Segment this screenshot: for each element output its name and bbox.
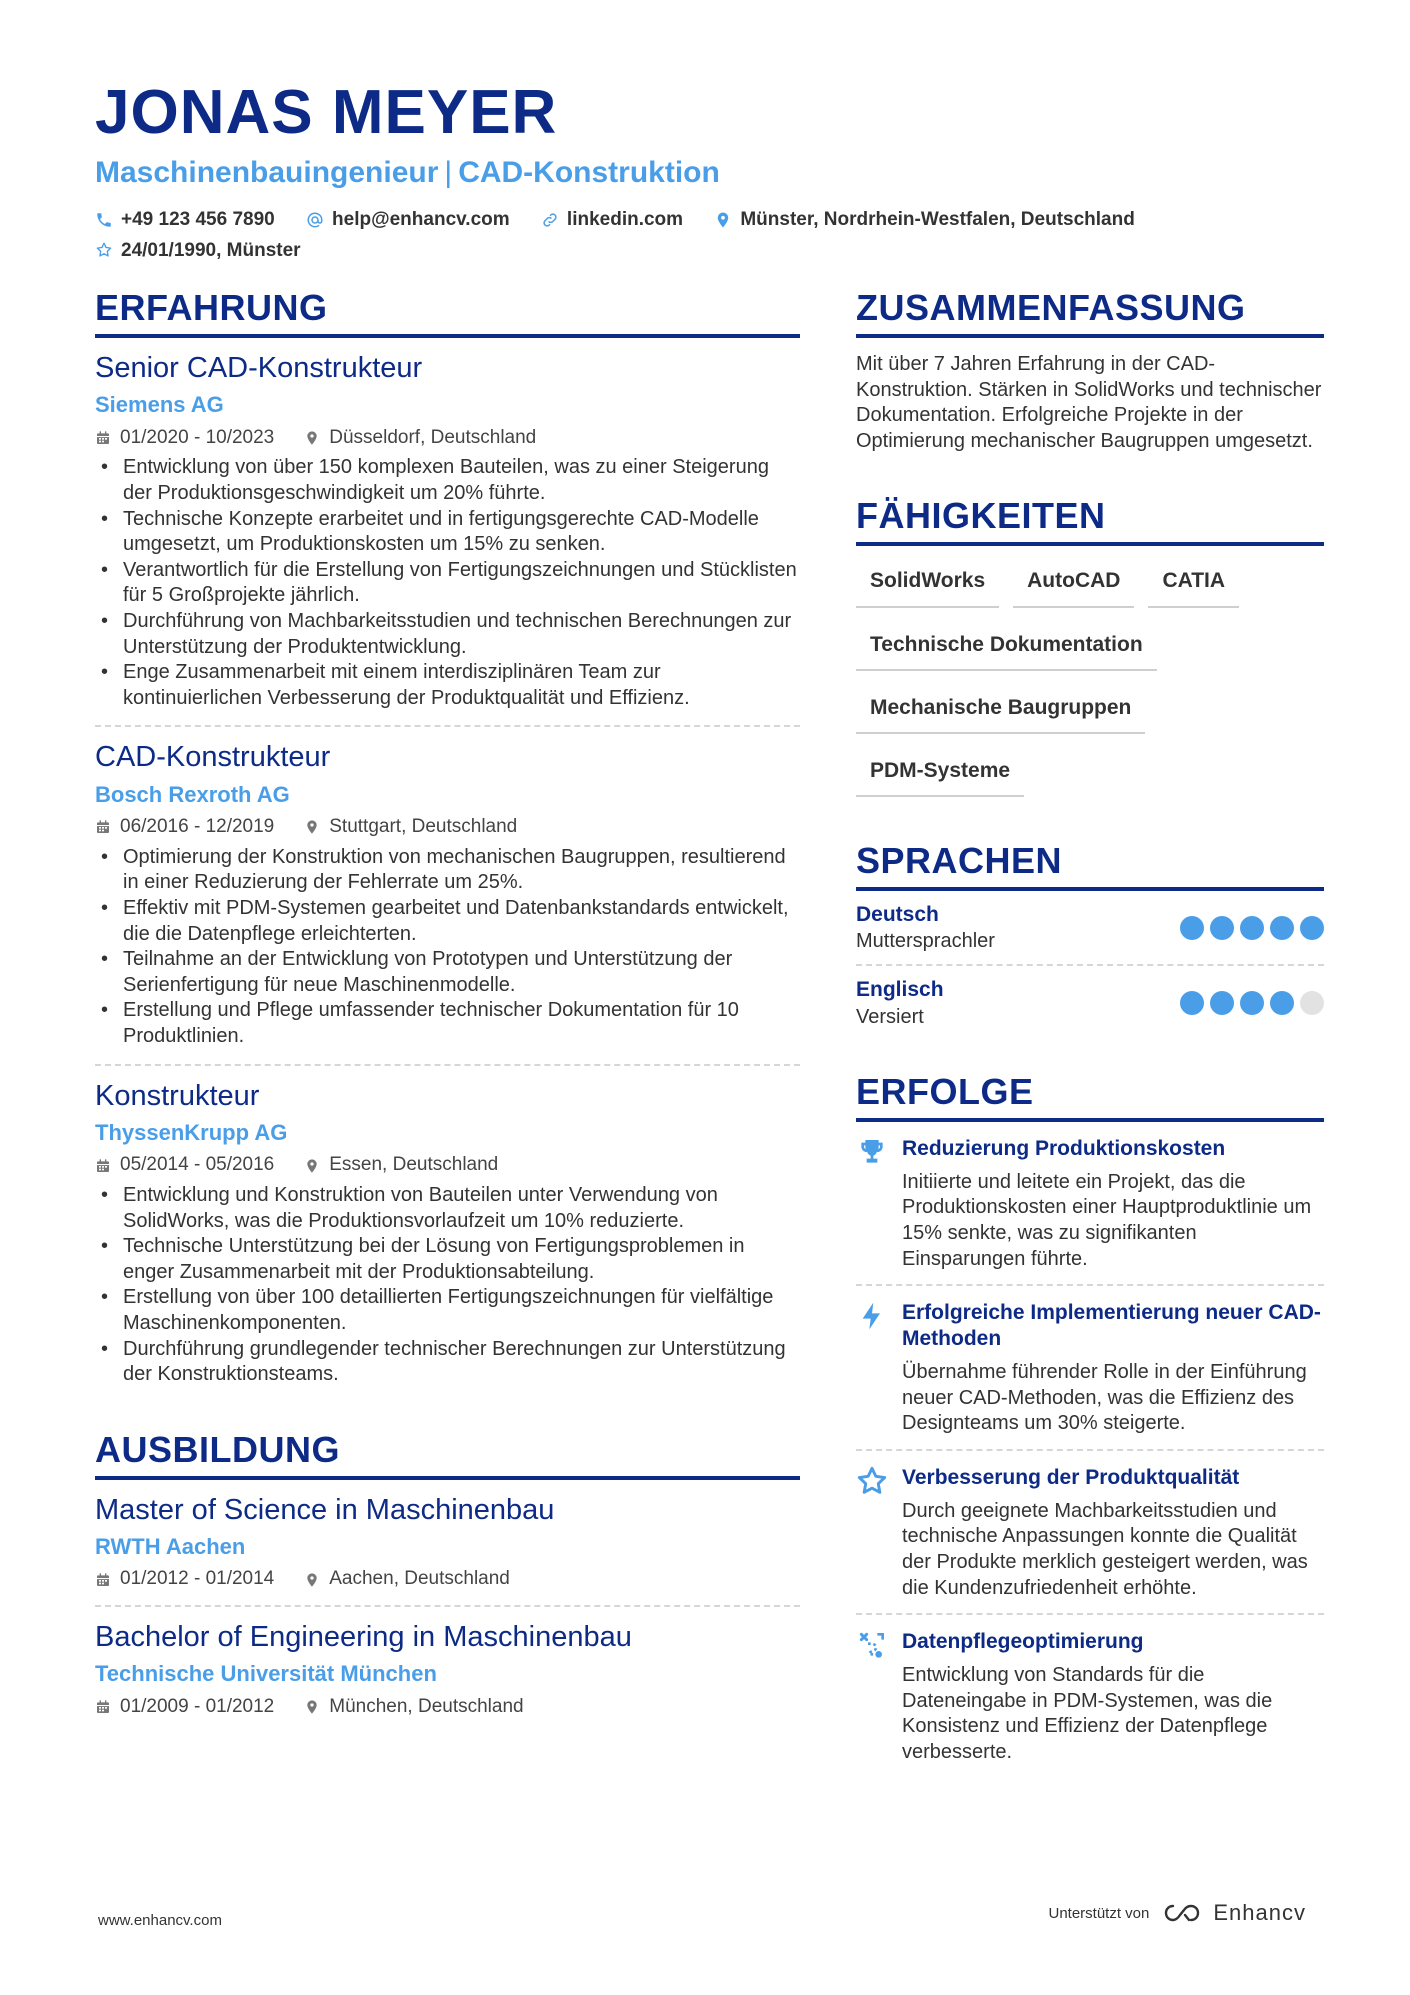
job-location-text: Essen, Deutschland — [329, 1154, 499, 1176]
achievement-title: Verbesserung der Produktqualität — [902, 1465, 1240, 1489]
language-level: Muttersprachler — [856, 930, 995, 953]
star-icon — [856, 1465, 902, 1601]
edu-location — [304, 1696, 523, 1719]
rating-dot-filled — [1180, 916, 1204, 940]
rating-dot-empty — [1300, 991, 1324, 1015]
footer-branding — [1048, 1900, 1306, 1926]
job-bullet: • Erstellung von über 100 detaillierten Fertigungszeichnungen für vielfältige Maschinenkomponenten. — [95, 1285, 800, 1336]
job-role: CAD-Konstrukteur — [95, 741, 331, 774]
achievement-desc: Durch geeignete Machbarkeitsstudien und technische Anpassungen konnte die Qualität der Produkte merklich gesteigert werden, was die Kundenzufriedenheit erhöhte. — [902, 1499, 1308, 1599]
location-pin-icon — [304, 1158, 320, 1174]
education-section-title: AUSBILDUNG — [95, 1432, 800, 1480]
trophy-icon — [856, 1136, 902, 1272]
headline-separator: | — [444, 156, 453, 189]
edu-school: RWTH Aachen — [95, 1534, 246, 1559]
job-bullet: • Effektiv mit PDM-Systemen gearbeitet und Datenbankstandards entwickelt, die die Datenpflege erleichterten. — [95, 896, 800, 947]
job-meta — [95, 1154, 800, 1177]
contact-linkedin[interactable] — [541, 206, 683, 233]
summary-text: Mit über 7 Jahren Erfahrung in der CAD-Konstruktion. Stärken in SolidWorks und technischer Dokumentation. Erfolgreiche Projekte in der Optimierung mechanischer Baugruppen umgesetzt. — [856, 353, 1322, 452]
location-pin-icon — [304, 1699, 320, 1715]
achievements-list — [856, 1122, 1324, 1778]
lightning-icon — [856, 1300, 902, 1437]
achievement-item — [856, 1451, 1324, 1615]
experience-section-title: ERFAHRUNG — [95, 290, 800, 338]
enhancv-logo-icon — [1161, 1900, 1207, 1926]
achievement-desc: Initiierte und leitete ein Projekt, das die Produktionskosten einer Hauptproduktlinie um 15% senkte, was zu signifikanten Einsparungen führte. — [902, 1170, 1312, 1270]
skill-tag: Technische Dokumentation — [856, 622, 1157, 671]
education-item — [95, 1607, 800, 1732]
job-bullets — [95, 845, 800, 1050]
experience-item — [95, 338, 800, 727]
job-dates — [95, 816, 274, 839]
edu-location-text: München, Deutschland — [329, 1695, 524, 1717]
contact-info — [95, 206, 1335, 267]
skill-tag: AutoCAD — [1013, 558, 1134, 607]
job-location — [304, 816, 517, 839]
job-bullet: • Optimierung der Konstruktion von mechanischen Baugruppen, resultierend in einer Reduzierung der Fehlerrate um 25%. — [95, 845, 800, 896]
edu-location-text: Aachen, Deutschland — [329, 1568, 510, 1590]
rating-dot-filled — [1270, 916, 1294, 940]
skills-section-title: FÄHIGKEITEN — [856, 498, 1324, 546]
skill-tag: PDM-Systeme — [856, 748, 1024, 797]
location-pin-icon — [304, 819, 320, 835]
skill-tag: SolidWorks — [856, 558, 999, 607]
achievements-section-title: ERFOLGE — [856, 1074, 1324, 1122]
job-bullets — [95, 455, 800, 711]
achievement-desc: Entwicklung von Standards für die Dateneingabe in PDM-Systemen, was die Konsistenz und Effizienz der Datenpflege verbesserte. — [902, 1664, 1273, 1764]
job-bullet: • Durchführung von Machbarkeitsstudien und technischen Berechnungen zur Unterstützung der Produktentwicklung. — [95, 609, 800, 660]
language-level: Versiert — [856, 1005, 924, 1028]
language-item — [856, 891, 1324, 966]
skills-list — [856, 558, 1324, 811]
location-text: Münster, Nordrhein-Westfalen, Deutschland — [740, 209, 1135, 230]
right-column — [856, 287, 1324, 1778]
job-dates-text: 01/2020 - 10/2023 — [120, 426, 275, 448]
footer-website[interactable]: www.enhancv.com — [98, 1912, 222, 1929]
contact-birth — [95, 237, 301, 264]
achievement-title: Reduzierung Produktionskosten — [902, 1136, 1226, 1160]
phone-text: +49 123 456 7890 — [121, 209, 275, 230]
job-company: Bosch Rexroth AG — [95, 781, 290, 807]
job-bullets — [95, 1183, 800, 1388]
candidate-name: JONAS MEYER — [95, 78, 558, 147]
rating-dot-filled — [1240, 991, 1264, 1015]
language-rating — [1174, 916, 1324, 940]
link-icon — [541, 211, 559, 229]
star-outline-icon — [95, 241, 113, 259]
summary-section-title: ZUSAMMENFASSUNG — [856, 290, 1324, 338]
job-location-text: Düsseldorf, Deutschland — [329, 426, 537, 448]
achievement-desc: Übernahme führender Rolle in der Einführung neuer CAD-Methoden, was die Effizienz des Designteams um 30% steigerte. — [902, 1361, 1307, 1435]
contact-phone[interactable] — [95, 206, 275, 233]
skill-tag: CATIA — [1148, 558, 1239, 607]
job-dates-text: 05/2014 - 05/2016 — [120, 1154, 275, 1176]
job-company: Siemens AG — [95, 392, 224, 418]
achievement-title: Datenpflegeoptimierung — [902, 1630, 1144, 1654]
phone-icon — [95, 211, 113, 229]
edu-meta — [95, 1696, 800, 1719]
experience-item — [95, 1066, 800, 1402]
contact-email[interactable] — [306, 206, 510, 233]
calendar-icon — [95, 1158, 111, 1174]
edu-meta — [95, 1568, 800, 1591]
candidate-headline — [95, 156, 720, 189]
achievement-title: Erfolgreiche Implementierung neuer CAD-Methoden — [902, 1301, 1321, 1351]
edu-dates — [95, 1568, 274, 1591]
job-role: Senior CAD-Konstrukteur — [95, 352, 423, 384]
email-text: help@enhancv.com — [332, 209, 510, 230]
linkedin-text: linkedin.com — [566, 209, 684, 230]
footer-brand: Enhancv — [1213, 1900, 1306, 1925]
achievement-item — [856, 1286, 1324, 1451]
job-dates — [95, 1154, 274, 1177]
location-pin-icon — [304, 430, 320, 446]
rating-dot-filled — [1300, 916, 1324, 940]
calendar-icon — [95, 430, 111, 446]
left-column — [95, 287, 800, 1733]
edu-dates-text: 01/2012 - 01/2014 — [120, 1568, 275, 1590]
job-bullet: • Technische Konzepte erarbeitet und in fertigungsgerechte CAD-Modelle umgesetzt, um Produktionskosten um 15% zu senken. — [95, 507, 800, 558]
calendar-icon — [95, 819, 111, 835]
language-item — [856, 966, 1324, 1039]
job-location — [304, 427, 536, 450]
location-pin-icon — [304, 1572, 320, 1588]
rating-dot-filled — [1210, 991, 1234, 1015]
job-dates — [95, 427, 274, 450]
job-meta — [95, 427, 800, 450]
job-bullet: • Entwicklung von über 150 komplexen Bauteilen, was zu einer Steigerung der Produktionsgeschwindigkeit um 20% führte. — [95, 455, 800, 506]
job-role: Konstrukteur — [95, 1079, 260, 1112]
edu-degree: Bachelor of Engineering in Maschinenbau — [95, 1621, 632, 1654]
location-pin-icon — [714, 211, 732, 229]
languages-list — [856, 891, 1324, 1040]
edu-degree: Master of Science in Maschinenbau — [95, 1493, 555, 1526]
calendar-icon — [95, 1699, 111, 1715]
job-bullet: • Teilnahme an der Entwicklung von Prototypen und Unterstützung der Serienfertigung für neue Maschinenmodelle. — [95, 947, 800, 998]
edu-dates-text: 01/2009 - 01/2012 — [120, 1695, 275, 1717]
job-location — [304, 1154, 498, 1177]
languages-section-title: SPRACHEN — [856, 843, 1324, 891]
contact-location — [714, 206, 1134, 233]
language-rating — [1174, 991, 1324, 1015]
headline-part-2: CAD-Konstruktion — [458, 156, 720, 189]
experience-list — [95, 338, 800, 1402]
edu-school: Technische Universität München — [95, 1661, 437, 1687]
edu-dates — [95, 1696, 274, 1719]
edu-location — [304, 1568, 510, 1591]
route-icon — [856, 1629, 902, 1765]
rating-dot-filled — [1180, 991, 1204, 1015]
skill-tag: Mechanische Baugruppen — [856, 685, 1145, 734]
footer-powered-text: Unterstützt von — [1048, 1904, 1150, 1922]
language-name: Englisch — [856, 978, 944, 1002]
education-list — [95, 1480, 800, 1733]
achievement-item — [856, 1122, 1324, 1286]
job-bullet: • Verantwortlich für die Erstellung von Fertigungszeichnungen und Stücklisten für 5 Großprojekte jährlich. — [95, 558, 800, 609]
experience-item — [95, 727, 800, 1065]
job-bullet: • Erstellung und Pflege umfassender technischer Dokumentation für 10 Produktlinien. — [95, 998, 800, 1049]
job-bullet: • Technische Unterstützung bei der Lösung von Fertigungsproblemen in enger Zusammenarbeit mit der Produktionsabteilung. — [95, 1234, 800, 1285]
rating-dot-filled — [1210, 916, 1234, 940]
headline-part-1: Maschinenbauingenieur — [95, 156, 439, 189]
rating-dot-filled — [1240, 916, 1264, 940]
education-item — [95, 1480, 800, 1607]
rating-dot-filled — [1270, 991, 1294, 1015]
language-name: Deutsch — [856, 903, 939, 927]
job-bullet: • Durchführung grundlegender technischer Berechnungen zur Unterstützung der Konstruktionsteams. — [95, 1337, 800, 1388]
job-bullet: • Entwicklung und Konstruktion von Bauteilen unter Verwendung von SolidWorks, was die Produktionsvorlaufzeit um 10% reduzierte. — [95, 1183, 800, 1234]
achievement-item — [856, 1615, 1324, 1777]
job-location-text: Stuttgart, Deutschland — [329, 816, 518, 838]
job-bullet: • Enge Zusammenarbeit mit einem interdisziplinären Team zur kontinuierlichen Verbesserung der Produktqualität und Effizienz. — [95, 660, 800, 711]
job-company: ThyssenKrupp AG — [95, 1119, 288, 1145]
job-dates-text: 06/2016 - 12/2019 — [120, 816, 275, 838]
calendar-icon — [95, 1572, 111, 1588]
at-icon — [306, 211, 324, 229]
job-meta — [95, 816, 800, 839]
birth-text: 24/01/1990, Münster — [121, 239, 301, 261]
